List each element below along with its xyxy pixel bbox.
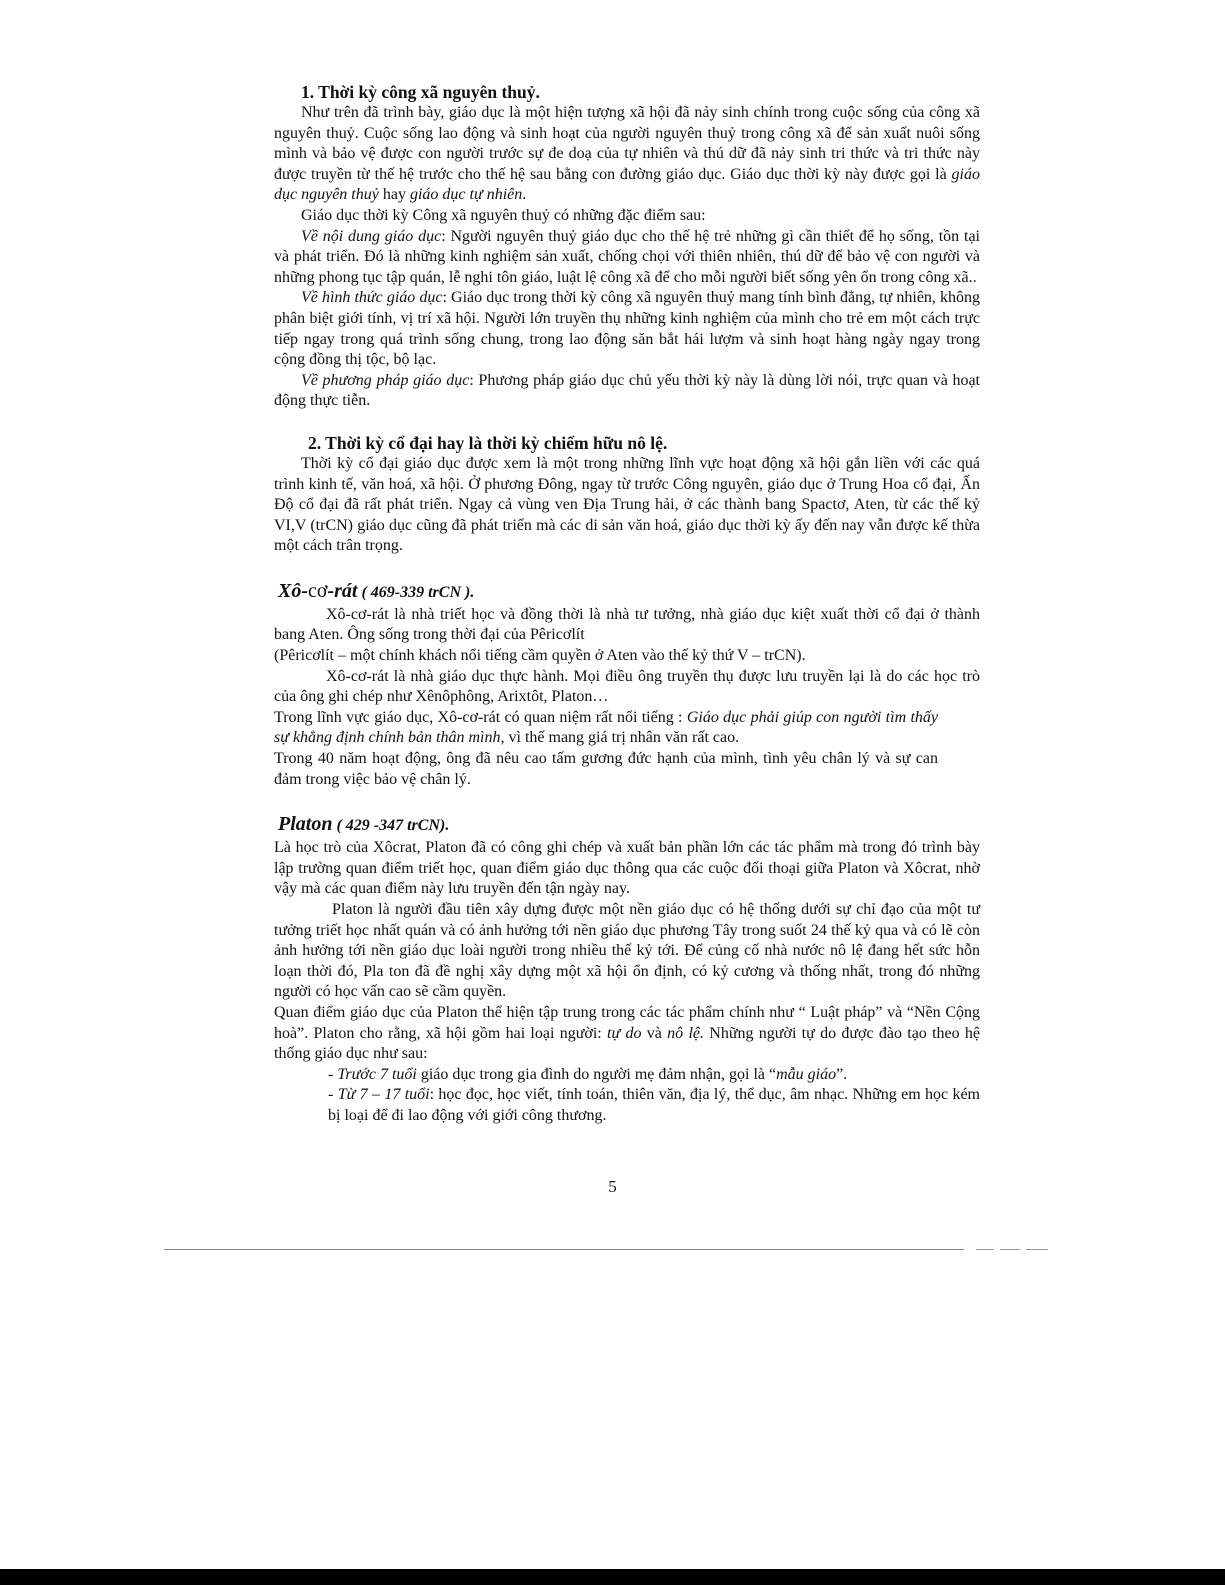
paragraph: (Pêricơlít – một chính khách nổi tiếng cầm quyền ở Aten vào thế kỷ thứ V – trCN). — [274, 647, 806, 665]
section-heading: 1. Thời kỳ công xã nguyên thuỷ. — [301, 82, 540, 102]
paragraph: Trong 40 năm hoạt động, ông đã nêu cao tấm gương đức hạnh của mình, tình yêu chân lý và sự can đảm trong việc bảo vệ chân lý. — [274, 750, 938, 788]
paragraph: Về nội dung giáo dục: Người nguyên thuỷ giáo dục cho thế hệ trẻ những gì cần thiết để họ sống, tồn tại và phát triển. Đó là những kinh nghiệm sản xuất, chống chọi với thiên nhiên, thú dữ để bảo vệ con người và những phong tục tập quán, lễ nghi tôn giáo, luật lệ công xã để cho mỗi người biết sống yên ổn trong công xã.. — [274, 227, 981, 286]
paragraph: Là học trò của Xôcrat, Platon đã có công ghi chép và xuất bản phần lớn các tác phẩm mà trong đó trình bày lập trường quan điểm triết học, quan điểm giáo dục thông qua các cuộc đối thoại giữa Platon và Xôcrat, nhờ vậy mà các quan điểm này lưu truyền đến tận ngày nay. — [274, 839, 980, 898]
document-page — [274, 82, 980, 1127]
page-number: 5 — [608, 1177, 617, 1196]
biography-heading: Platon ( 429 -347 trCN). — [278, 813, 450, 836]
footer-dash — [1026, 1249, 1048, 1250]
footer-dash — [976, 1249, 994, 1250]
section-heading: 2. Thời kỳ cổ đại hay là thời kỳ chiếm hữu nô lệ. — [308, 432, 668, 453]
paragraph: Quan điểm giáo dục của Platon thể hiện tập trung trong các tác phẩm chính như “ Luật pháp” và “Nền Cộng hoà”. Platon cho rằng, xã hội gồm hai loại người: tự do và nô lệ. Những người tự do được đào tạo theo hệ thống giáo dục như sau: — [274, 1003, 981, 1063]
paragraph: Xô-cơ-rát là nhà triết học và đồng thời là nhà tư tưởng, nhà giáo dục kiệt xuất thời cổ đại ở thành bang Aten. Ông sống trong thời đại của Pêricơlít — [274, 605, 980, 644]
paragraph: Như trên đã trình bày, giáo dục là một hiện tượng xã hội đã nảy sinh chính trong cuộc sống của công xã nguyên thuỷ. Cuộc sống lao động và sinh hoạt của người nguyên thuỷ trong công xã để sản xuất nuôi sống mình và bảo vệ được con người trước sự đe doạ của tự nhiên và thú dữ đã nảy sinh tri thức và tri thức này được truyền từ thế hệ trước cho thế hệ sau bằng con đường giáo dục. Giáo dục thời kỳ này được gọi là giáo dục nguyên thuỷ hay giáo dục tự nhiên. — [274, 104, 980, 204]
paragraph: Xô-cơ-rát là nhà giáo dục thực hành. Mọi điều ông truyền thụ được lưu truyền lại là do các học trò của ông ghi chép như Xênôphông, Arixtôt, Platon… — [274, 667, 980, 706]
paragraph: Giáo dục thời kỳ Công xã nguyên thuỷ có những đặc điểm sau: — [301, 206, 706, 224]
list-item: - Từ 7 – 17 tuổi: học đọc, học viết, tính toán, thiên văn, địa lý, thể dục, âm nhạc. Những em học kém bị loại để đi lao động với giới công thương. — [328, 1086, 981, 1124]
paragraph: Thời kỳ cổ đại giáo dục được xem là một trong những lĩnh vực hoạt động xã hội gắn liền với các quá trình kinh tế, văn hoá, xã hội. Ở phương Đông, ngay từ trước Công nguyên, giáo dục ở Trung Hoa cổ đại, Ấn Độ cổ đại đã rất phát triển. Ngay cả vùng ven Địa Trung hải, ở các thành bang Spactơ, Aten, từ các thế kỷ VI,V (trCN) giáo dục cũng đã phát triển mà các di sản văn hoá, giáo dục thời kỳ ấy đến nay vẫn được kế thừa một cách trân trọng. — [274, 454, 980, 555]
paragraph: Về phương pháp giáo dục: Phương pháp giáo dục chủ yếu thời kỳ này là dùng lời nói, trực quan và hoạt động thực tiễn. — [274, 371, 980, 410]
biography-heading: Xô-cơ-rát ( 469-339 trCN ). — [278, 579, 475, 602]
paragraph: Trong lĩnh vực giáo dục, Xô-cơ-rát có quan niệm rất nổi tiếng : Giáo dục phải giúp con người tìm thấy sự khẳng định chính bản thân mình, vì thế mang giá trị nhân văn rất cao. — [274, 708, 939, 747]
footer-rule — [164, 1249, 964, 1250]
list-item: - Trước 7 tuổi giáo dục trong gia đình do người mẹ đảm nhận, gọi là “mẫu giáo”. — [328, 1065, 848, 1083]
bottom-bar — [0, 1569, 1225, 1585]
paragraph: Về hình thức giáo dục: Giáo dục trong thời kỳ công xã nguyên thuỷ mang tính bình đẳng, tự nhiên, không phân biệt giới tính, vị trí xã hội. Người lớn truyền thụ những kinh nghiệm của mình cho trẻ em một cách trực tiếp ngay trong quá trình sống chung, trong lao động săn bắt hái lượm và sinh hoạt hàng ngày ngay trong cộng đồng thị tộc, bộ lạc. — [274, 289, 981, 369]
footer-dash — [1000, 1249, 1020, 1250]
paragraph: Platon là người đầu tiên xây dựng được một nền giáo dục có hệ thống dưới sự chỉ đạo của một tư tưởng triết học nhất quán và có ảnh hưởng tới nền giáo dục phương Tây trong suốt 24 thế kỷ qua và có lẽ còn ảnh hưởng tới nền giáo dục loài người trong nhiều thế kỷ tới. Để củng cố nhà nước nô lệ đang hết sức hỗn loạn thời đó, Pla ton đã đề nghị xây dựng một xã hội ổn định, có kỷ cương và thống nhất, trong đó những người có học vấn cao sẽ cầm quyền. — [274, 901, 980, 1001]
